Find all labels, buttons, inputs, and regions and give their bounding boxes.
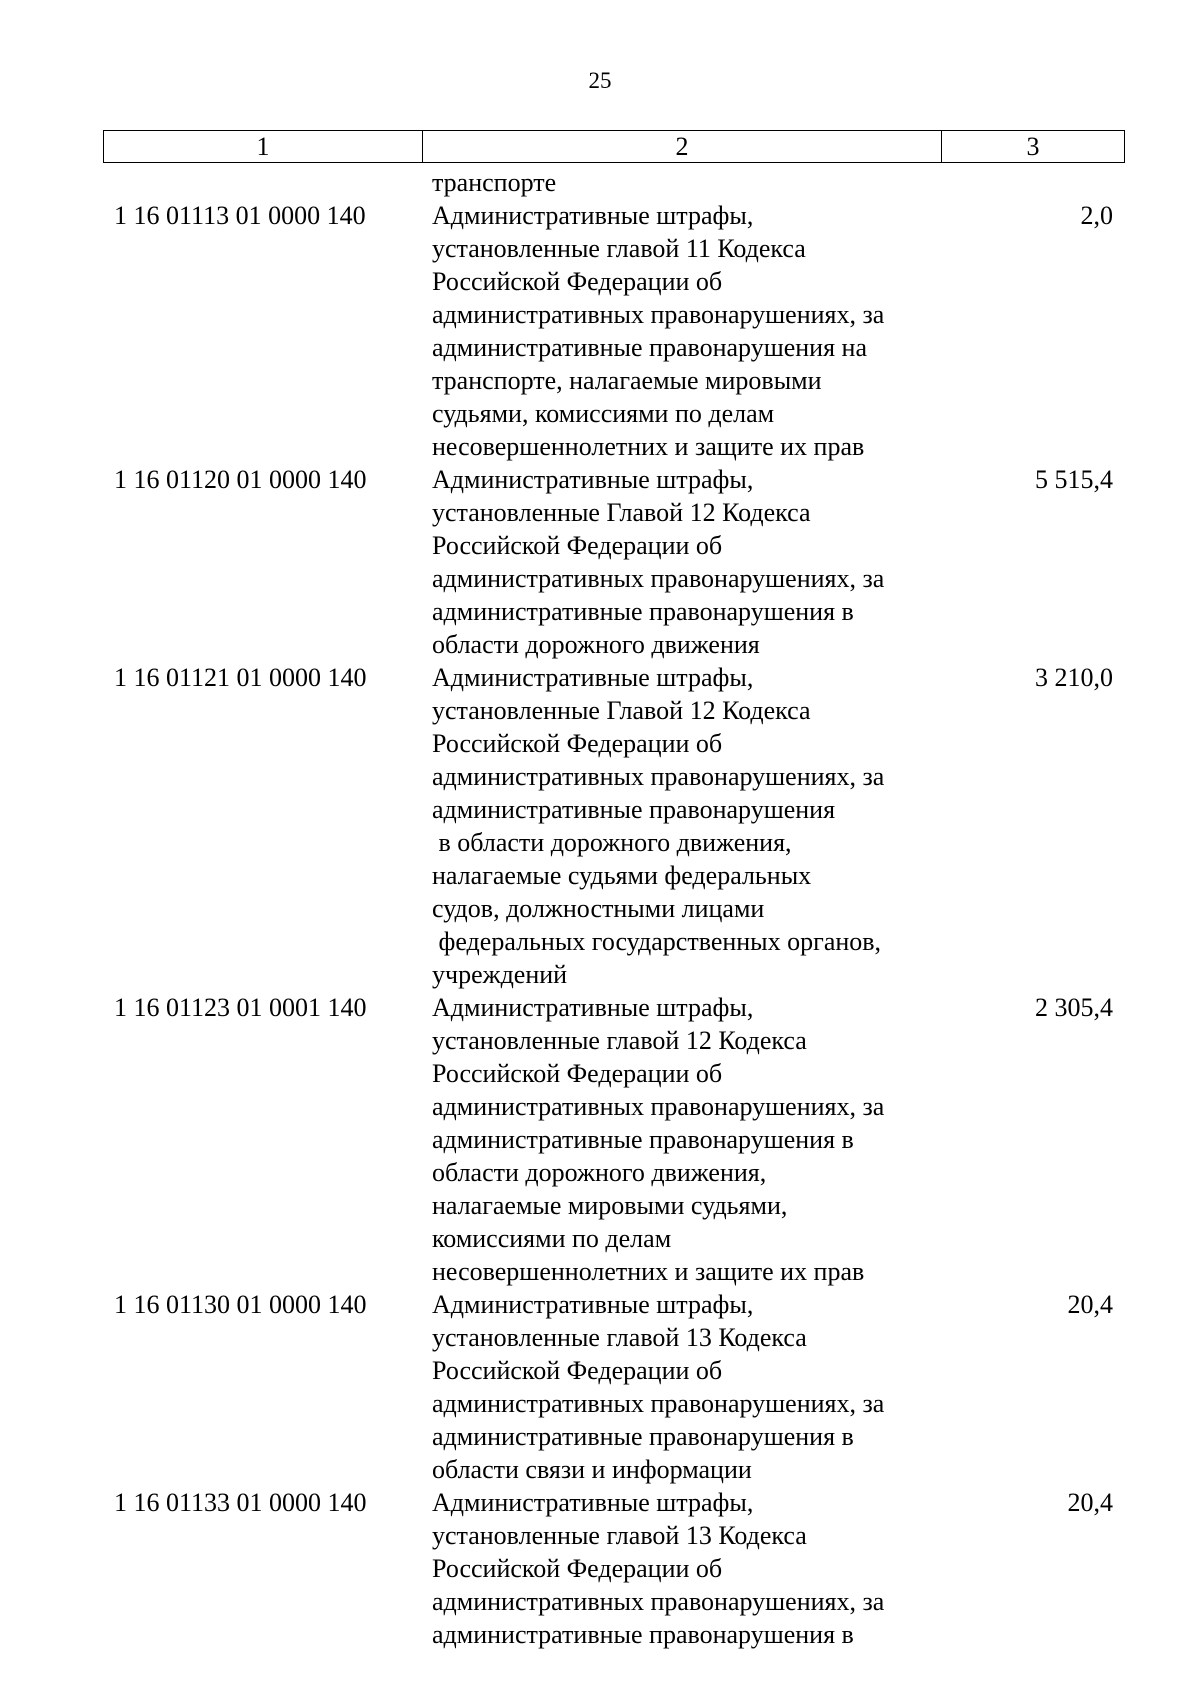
description-line: комиссиями по делам [432, 1224, 672, 1253]
description-line: налагаемые судьями федеральных [432, 861, 812, 890]
row-code: 1 16 01121 01 0000 140 [114, 663, 367, 692]
row-description [432, 166, 932, 199]
row-amount: 3 210,0 [1035, 663, 1113, 692]
description-line: несовершеннолетних и защите их прав [432, 1257, 865, 1286]
row-code: 1 16 01130 01 0000 140 [114, 1290, 367, 1319]
description-line: установленные Главой 12 Кодекса [432, 498, 811, 527]
table-row [0, 661, 1200, 991]
row-amount: 20,4 [1067, 1290, 1113, 1319]
row-amount: 2 305,4 [1035, 993, 1113, 1022]
description-line: административные правонарушения на [432, 333, 867, 362]
description-line: административные правонарушения [432, 795, 836, 824]
column-header-amount: 3 [942, 131, 1125, 163]
row-code: 1 16 01133 01 0000 140 [114, 1488, 367, 1517]
description-line: Российской Федерации об [432, 729, 723, 758]
description-line: установленные главой 13 Кодекса [432, 1521, 807, 1550]
table-row [0, 1486, 1200, 1651]
description-line: Российской Федерации об [432, 531, 723, 560]
description-line: судьями, комиссиями по делам [432, 399, 775, 428]
description-line: установленные главой 13 Кодекса [432, 1323, 807, 1352]
description-line: административные правонарушения в [432, 1422, 854, 1451]
description-line: установленные Главой 12 Кодекса [432, 696, 811, 725]
description-line: Административные штрафы, [432, 465, 754, 494]
row-description [432, 1486, 932, 1651]
table-row [0, 166, 1200, 199]
description-line: в области дорожного движения, [432, 828, 792, 857]
description-line: административные правонарушения в [432, 597, 854, 626]
description-line: административные правонарушения в [432, 1620, 854, 1649]
description-line: налагаемые мировыми судьями, [432, 1191, 788, 1220]
description-line: административных правонарушениях, за [432, 762, 885, 791]
row-description [432, 991, 932, 1288]
description-line: Административные штрафы, [432, 1290, 754, 1319]
description-line: транспорте, налагаемые мировыми [432, 366, 822, 395]
description-line: установленные главой 11 Кодекса [432, 234, 806, 263]
column-header-code: 1 [104, 131, 423, 163]
description-line: области дорожного движения, [432, 1158, 767, 1187]
row-description [432, 463, 932, 661]
description-line: транспорте [432, 168, 557, 197]
table-row [0, 1288, 1200, 1486]
description-line: установленные главой 12 Кодекса [432, 1026, 807, 1055]
description-line: административные правонарушения в [432, 1125, 854, 1154]
description-line: Российской Федерации об [432, 267, 723, 296]
row-code: 1 16 01120 01 0000 140 [114, 465, 367, 494]
description-line: Российской Федерации об [432, 1554, 723, 1583]
description-line: учреждений [432, 960, 568, 989]
description-line: Административные штрафы, [432, 993, 754, 1022]
row-amount: 20,4 [1067, 1488, 1113, 1517]
table-row [0, 463, 1200, 661]
description-line: Административные штрафы, [432, 1488, 754, 1517]
description-line: федеральных государственных органов, [432, 927, 882, 956]
description-line: Административные штрафы, [432, 663, 754, 692]
description-line: административных правонарушениях, за [432, 300, 885, 329]
table-row [0, 199, 1200, 463]
table-header-row [104, 131, 1125, 163]
table-row [0, 991, 1200, 1288]
row-description [432, 199, 932, 463]
description-line: Российской Федерации об [432, 1059, 723, 1088]
description-line: Российской Федерации об [432, 1356, 723, 1385]
description-line: области связи и информации [432, 1455, 752, 1484]
row-code: 1 16 01123 01 0001 140 [114, 993, 367, 1022]
description-line: административных правонарушениях, за [432, 564, 885, 593]
description-line: административных правонарушениях, за [432, 1389, 885, 1418]
description-line: несовершеннолетних и защите их прав [432, 432, 865, 461]
page-number: 25 [588, 68, 612, 93]
description-line: административных правонарушениях, за [432, 1587, 885, 1616]
column-header-description: 2 [423, 131, 942, 163]
description-line: Административные штрафы, [432, 201, 754, 230]
table-header [103, 130, 1125, 163]
description-line: судов, должностными лицами [432, 894, 765, 923]
row-description [432, 661, 932, 991]
row-amount: 5 515,4 [1035, 465, 1113, 494]
row-amount: 2,0 [1080, 201, 1113, 230]
description-line: области дорожного движения [432, 630, 760, 659]
table-body [0, 166, 1200, 1651]
row-description [432, 1288, 932, 1486]
row-code: 1 16 01113 01 0000 140 [114, 201, 366, 230]
description-line: административных правонарушениях, за [432, 1092, 885, 1121]
